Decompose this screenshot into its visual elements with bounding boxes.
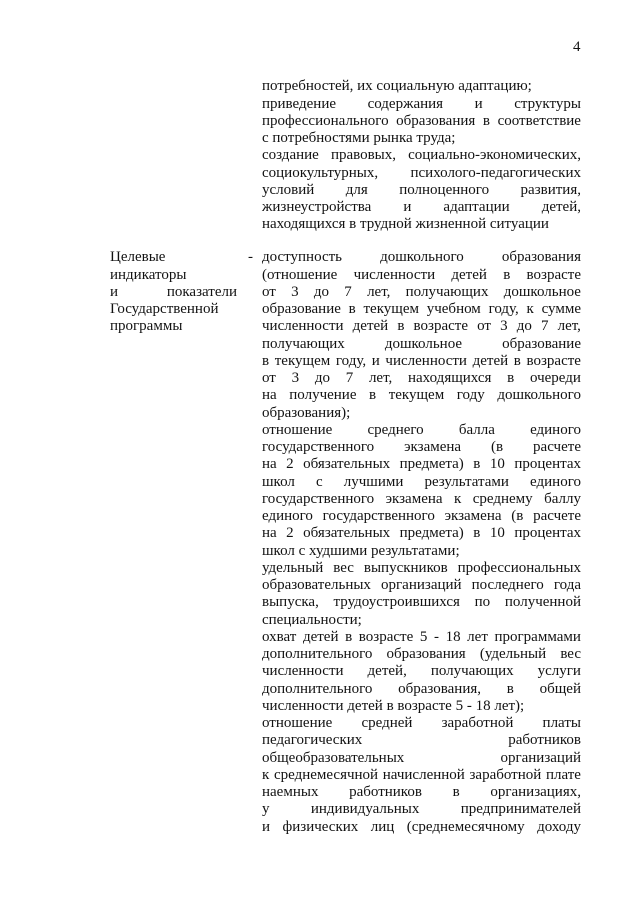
word: для — [345, 181, 372, 198]
word: на — [262, 456, 281, 473]
page-number: 4 — [573, 39, 581, 55]
word: (среднемесячному — [406, 818, 529, 835]
word: жизнеустройства — [262, 199, 376, 216]
text-line — [110, 284, 237, 301]
word: 7 — [345, 370, 357, 387]
word: 10 — [489, 525, 509, 542]
word: программами — [494, 628, 581, 645]
word: находящихся — [408, 370, 496, 387]
word: на — [262, 387, 281, 404]
word: индивидуальных — [310, 801, 424, 818]
word: от — [262, 370, 280, 387]
text-line — [262, 336, 581, 353]
word: вес — [560, 646, 581, 663]
text-line: численности детей в возрасте 5 - 18 лет); — [262, 697, 525, 714]
word: предмета) — [399, 525, 468, 542]
word: году, — [335, 352, 370, 369]
word: показатели — [166, 283, 237, 300]
word: 3 — [291, 283, 303, 300]
text-line — [262, 165, 581, 182]
word: лучшими — [343, 473, 408, 490]
word: профессионального — [262, 112, 393, 129]
word: в — [503, 266, 515, 283]
word: лет, — [368, 370, 397, 387]
word: (удельный — [479, 646, 550, 663]
word: (в — [491, 439, 507, 456]
row-value-indicator-list — [262, 249, 581, 836]
paragraph — [262, 78, 581, 95]
word: педагогических — [262, 732, 367, 749]
text-line — [262, 301, 581, 318]
word: 18 — [445, 628, 465, 645]
word: образования — [501, 249, 581, 266]
word: общеобразовательных — [262, 749, 409, 766]
word: лет — [467, 628, 492, 645]
word: возрасте — [526, 352, 581, 369]
word: полноценного — [399, 181, 493, 198]
word: физических — [282, 818, 363, 835]
word: по — [474, 594, 494, 611]
word: результатами — [424, 473, 513, 490]
paragraph — [262, 715, 581, 836]
word: баллу — [544, 490, 581, 507]
word: дошкольное — [503, 283, 581, 300]
word: приведение — [262, 95, 340, 112]
word: возрасте — [358, 628, 417, 645]
word: расчете — [533, 508, 581, 525]
word: начисленной — [382, 766, 469, 783]
word: получающих — [405, 283, 493, 300]
word: 2 — [286, 456, 298, 473]
word: в — [262, 352, 273, 369]
text-line — [262, 249, 581, 266]
word: детей, — [367, 663, 411, 680]
text-line — [262, 767, 581, 784]
word: адаптации — [443, 199, 514, 216]
text-line — [262, 147, 581, 164]
text-line: с потребностями рынка труда; — [262, 130, 456, 147]
text-line: потребностей, их социальную адаптацию; — [262, 78, 532, 95]
word: до — [516, 318, 536, 335]
word: в — [348, 301, 360, 318]
word: получение — [289, 387, 361, 404]
text-line: Государственной — [110, 301, 219, 318]
word: дошкольного — [497, 387, 581, 404]
paragraph — [262, 560, 581, 629]
text-line: индикаторы — [110, 266, 187, 283]
word: работников — [508, 732, 581, 749]
word: платы — [542, 715, 581, 732]
word: социокультурных, — [262, 164, 382, 181]
word: государственного — [262, 439, 378, 456]
word: у — [262, 801, 274, 818]
word: учебном — [426, 301, 485, 318]
word: единого — [530, 421, 581, 438]
text-line — [262, 560, 581, 577]
word: выпуска, — [262, 594, 323, 611]
word: 3 — [500, 318, 512, 335]
text-line — [262, 750, 581, 767]
word: в — [369, 387, 380, 404]
word: лет, — [557, 318, 581, 335]
text-line — [262, 663, 581, 680]
text-line — [262, 439, 581, 456]
word: профессиональных — [457, 559, 581, 576]
text-line: специальности; — [262, 611, 362, 628]
word: плате — [545, 766, 581, 783]
word: предмета) — [399, 456, 468, 473]
text-line — [262, 96, 581, 113]
row-separator-dash: - — [248, 249, 253, 266]
word: дополнительного — [262, 680, 377, 697]
text-line — [262, 629, 581, 646]
word: с — [315, 473, 327, 490]
word: лет, — [367, 283, 395, 300]
row-label-target-indicators — [110, 249, 237, 335]
word: до — [314, 370, 334, 387]
word: расчете — [533, 439, 581, 456]
word: получающих — [262, 335, 349, 352]
text-line — [262, 594, 581, 611]
word: государственного — [262, 490, 378, 507]
word: дошкольное — [384, 335, 466, 352]
text-line — [262, 732, 581, 749]
word: 2 — [286, 525, 298, 542]
word: охват — [262, 628, 301, 645]
word: средней — [361, 715, 417, 732]
word: (отношение — [262, 266, 342, 283]
word: к — [526, 301, 538, 318]
text-line — [262, 318, 581, 335]
word: и — [371, 352, 384, 369]
word: численности — [385, 352, 471, 369]
word: численности — [262, 318, 348, 335]
word: до — [313, 283, 333, 300]
word: очереди — [529, 370, 581, 387]
word: 3 — [291, 370, 303, 387]
word: - — [433, 628, 443, 645]
word: заработной — [469, 766, 546, 783]
word: детей, — [541, 199, 581, 216]
word: выпускников — [363, 559, 452, 576]
word: и — [110, 283, 122, 300]
text-line — [262, 801, 581, 818]
word: среднемесячной — [273, 766, 382, 783]
word: и — [474, 95, 487, 112]
word: образовательных — [262, 577, 375, 594]
word: правовых, — [330, 147, 400, 164]
word: 7 — [540, 318, 553, 335]
paragraph — [262, 629, 581, 715]
word: процентах — [514, 456, 581, 473]
word: отношение — [262, 715, 337, 732]
word: школ — [262, 473, 299, 490]
word: балла — [458, 421, 499, 438]
word: экзамена — [404, 439, 465, 456]
word: в — [345, 628, 356, 645]
word: текущем — [388, 387, 448, 404]
word: образование — [502, 335, 581, 352]
word: в — [507, 370, 518, 387]
paragraph — [262, 147, 581, 233]
word: доходу — [537, 818, 581, 835]
word: организациях, — [490, 784, 581, 801]
text-line — [262, 491, 581, 508]
word: наемных — [262, 784, 323, 801]
text-line — [262, 422, 581, 439]
word: численности — [353, 266, 439, 283]
text-line: находящихся в трудной жизненной ситуации — [262, 216, 549, 233]
continued-cell-text — [262, 78, 581, 233]
word: обязательных — [303, 525, 394, 542]
word: детей — [472, 352, 512, 369]
word: к — [453, 490, 466, 507]
text-line — [262, 681, 581, 698]
word: (в — [511, 508, 528, 525]
word: и — [262, 818, 274, 835]
text-line — [262, 456, 581, 473]
text-line — [262, 370, 581, 387]
word: и — [403, 199, 416, 216]
word: психолого-педагогических — [410, 164, 581, 181]
word: организаций — [381, 577, 466, 594]
word: вес — [333, 559, 358, 576]
text-line — [262, 284, 581, 301]
text-line — [262, 715, 581, 732]
word: удельный — [262, 559, 328, 576]
word: в — [397, 318, 409, 335]
word: возрасте — [526, 266, 581, 283]
word: в — [513, 352, 525, 369]
word: возрасте — [413, 318, 472, 335]
word: содержания — [367, 95, 447, 112]
word: текущем — [363, 301, 423, 318]
word: детей — [352, 318, 392, 335]
word: 7 — [344, 283, 356, 300]
paragraph — [262, 96, 581, 148]
text-line — [262, 784, 581, 801]
word: 10 — [489, 456, 509, 473]
word: социально-экономических, — [408, 147, 581, 164]
word: года — [553, 577, 581, 594]
word: экзамена — [444, 508, 506, 525]
word: предпринимателей — [460, 801, 581, 818]
word: 5 — [419, 628, 432, 645]
text-line — [262, 508, 581, 525]
word: численности — [262, 663, 348, 680]
word: от — [477, 318, 495, 335]
word: году — [456, 387, 489, 404]
text-line — [262, 387, 581, 404]
word: экзамена — [385, 490, 447, 507]
text-line — [262, 267, 581, 284]
word: развития, — [520, 181, 581, 198]
word: заработной — [441, 715, 518, 732]
word: среднему — [472, 490, 537, 507]
word: в — [473, 456, 485, 473]
word: процентах — [514, 525, 581, 542]
word: доступность — [262, 249, 346, 266]
paragraph — [262, 422, 581, 560]
word: дополнительного — [262, 646, 377, 663]
word: в — [482, 112, 494, 129]
word: образования, — [398, 680, 485, 697]
text-line — [262, 113, 581, 130]
word: условий — [262, 181, 319, 198]
text-line — [262, 199, 581, 216]
word: детей — [302, 628, 343, 645]
text-line: образования); — [262, 404, 351, 421]
word: детей — [451, 266, 491, 283]
word: образование — [262, 301, 345, 318]
word: образования — [396, 112, 480, 129]
word: услуги — [537, 663, 581, 680]
text-line — [262, 182, 581, 199]
word: структуры — [514, 95, 581, 112]
word: году, — [488, 301, 523, 318]
word: обязательных — [303, 456, 394, 473]
word: соответствие — [497, 112, 581, 129]
word: на — [262, 525, 281, 542]
word: создание — [262, 147, 323, 164]
word: текущем — [274, 352, 334, 369]
text-line — [262, 353, 581, 370]
word: к — [262, 766, 274, 783]
word: от — [262, 283, 280, 300]
word: в — [473, 525, 485, 542]
text-line — [262, 474, 581, 491]
word: последнего — [471, 577, 548, 594]
text-line — [262, 577, 581, 594]
word: единого — [530, 473, 581, 490]
word: общей — [539, 680, 581, 697]
word: отношение — [262, 421, 337, 438]
text-line: Целевые — [110, 249, 166, 266]
text-line — [262, 819, 581, 836]
text-line: программы — [110, 318, 183, 335]
word: государственного — [322, 508, 439, 525]
word: единого — [262, 508, 317, 525]
text-line — [262, 525, 581, 542]
word: организаций — [500, 749, 581, 766]
word: получающих — [430, 663, 518, 680]
paragraph — [262, 249, 581, 422]
word: дошкольного — [380, 249, 468, 266]
word: сумме — [541, 301, 581, 318]
word: трудоустроившихся — [333, 594, 464, 611]
word: среднего — [367, 421, 428, 438]
text-line — [262, 646, 581, 663]
word: в — [452, 784, 464, 801]
word: образования — [386, 646, 470, 663]
word: работников — [349, 784, 426, 801]
text-line: школ с худшими результатами; — [262, 542, 460, 559]
word: в — [506, 680, 518, 697]
word: полученной — [504, 594, 581, 611]
word: лиц — [370, 818, 399, 835]
